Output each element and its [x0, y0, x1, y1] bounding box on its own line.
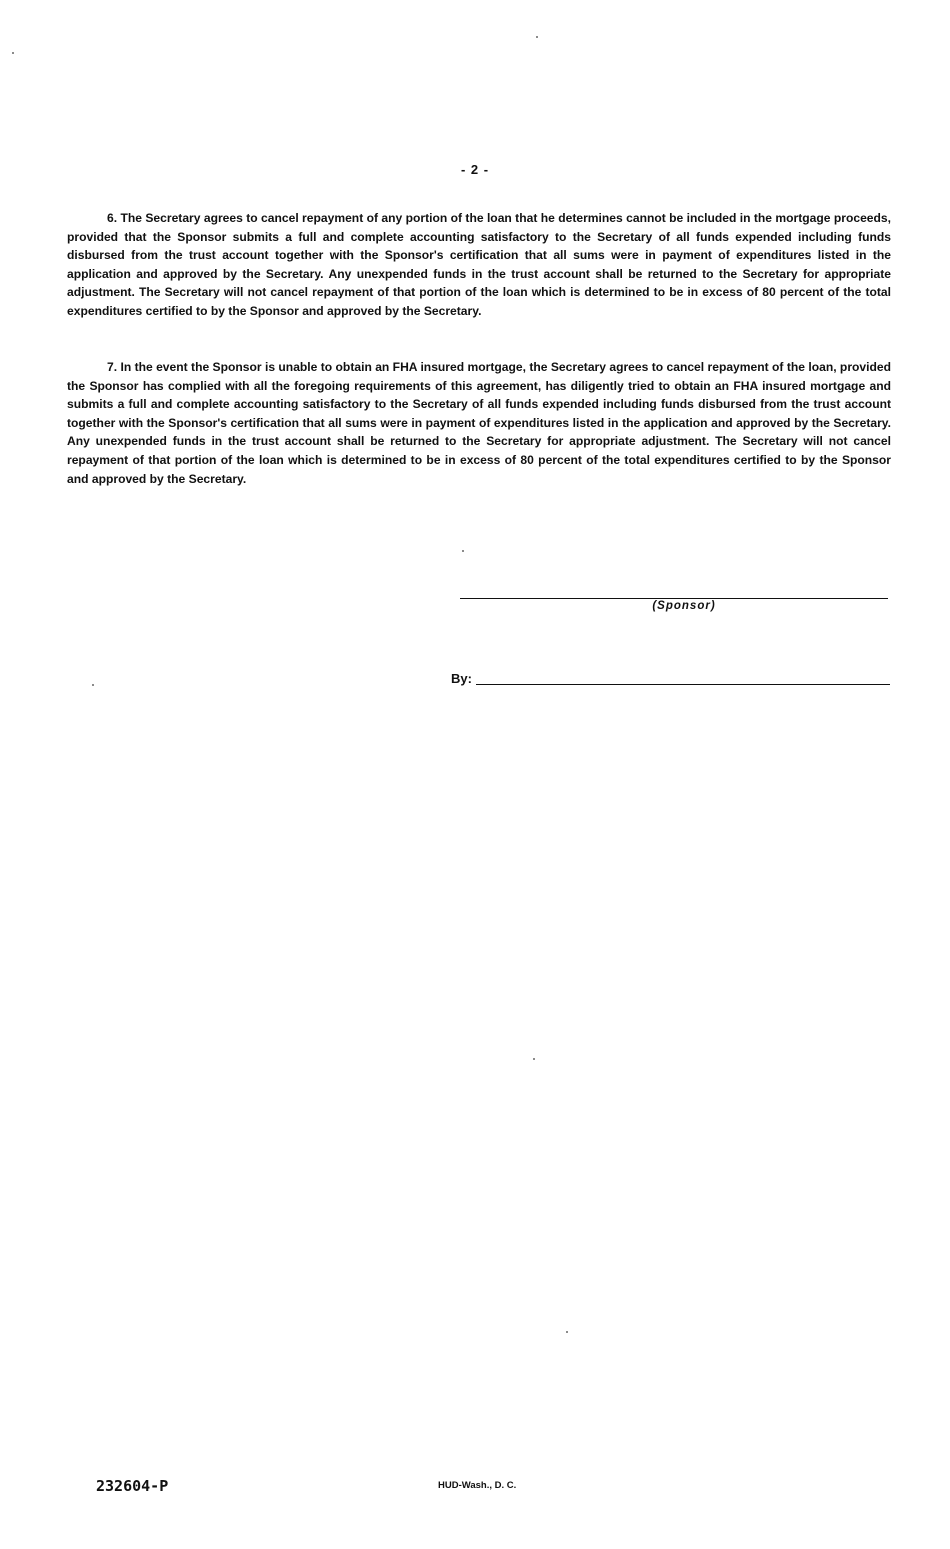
printer-mark: HUD-Wash., D. C.: [438, 1480, 517, 1491]
paragraph-6: 6. The Secretary agrees to cancel repayment of any portion of the loan that he determines cannot be included in the mortgage proceeds, provided that the Sponsor submits a full and complete accounting satisfactory to the Secretary of all funds expended including funds disbursed from the trust account together with the Sponsor's certification that all sums were in payment of expenditures listed in the application and approved by the Secretary. Any unexpended funds in the trust account shall be returned to the Secretary for appropriate adjustment. The Secretary will not cancel repayment of that portion of the loan which is determined to be in excess of 80 percent of the total expenditures certified to by the Sponsor and approved by the Secretary.: [67, 211, 891, 318]
sponsor-caption: (Sponsor): [652, 600, 716, 612]
scan-speck: [462, 550, 464, 552]
form-number: 232604-P: [96, 1477, 169, 1495]
scan-speck: [12, 52, 14, 54]
scan-speck: [536, 36, 538, 38]
scan-speck: [92, 684, 94, 686]
page-number: - 2 -: [460, 162, 490, 177]
scan-speck: [533, 1058, 535, 1060]
by-label: By:: [451, 671, 472, 686]
paragraph-7: 7. In the event the Sponsor is unable to obtain an FHA insured mortgage, the Secretary agrees to cancel repayment of the loan, provided the Sponsor has complied with all the foregoing requirements of this agreement, has diligently tried to obtain an FHA insured mortgage and submits a full and complete accounting satisfactory to the Secretary of all funds expended including funds disbursed from the trust account together with the Sponsor's certification that all sums were in payment of expenditures listed in the application and approved by the Secretary. Any unexpended funds in the trust account shall be returned to the Secretary for appropriate adjustment. The Secretary will not cancel repayment of that portion of the loan which is determined to be in excess of 80 percent of the total expenditures certified to by the Sponsor and approved by the Secretary.: [67, 360, 891, 486]
by-signature-line: [476, 684, 890, 685]
scan-speck: [566, 1331, 568, 1333]
sponsor-signature-line: [460, 598, 888, 599]
